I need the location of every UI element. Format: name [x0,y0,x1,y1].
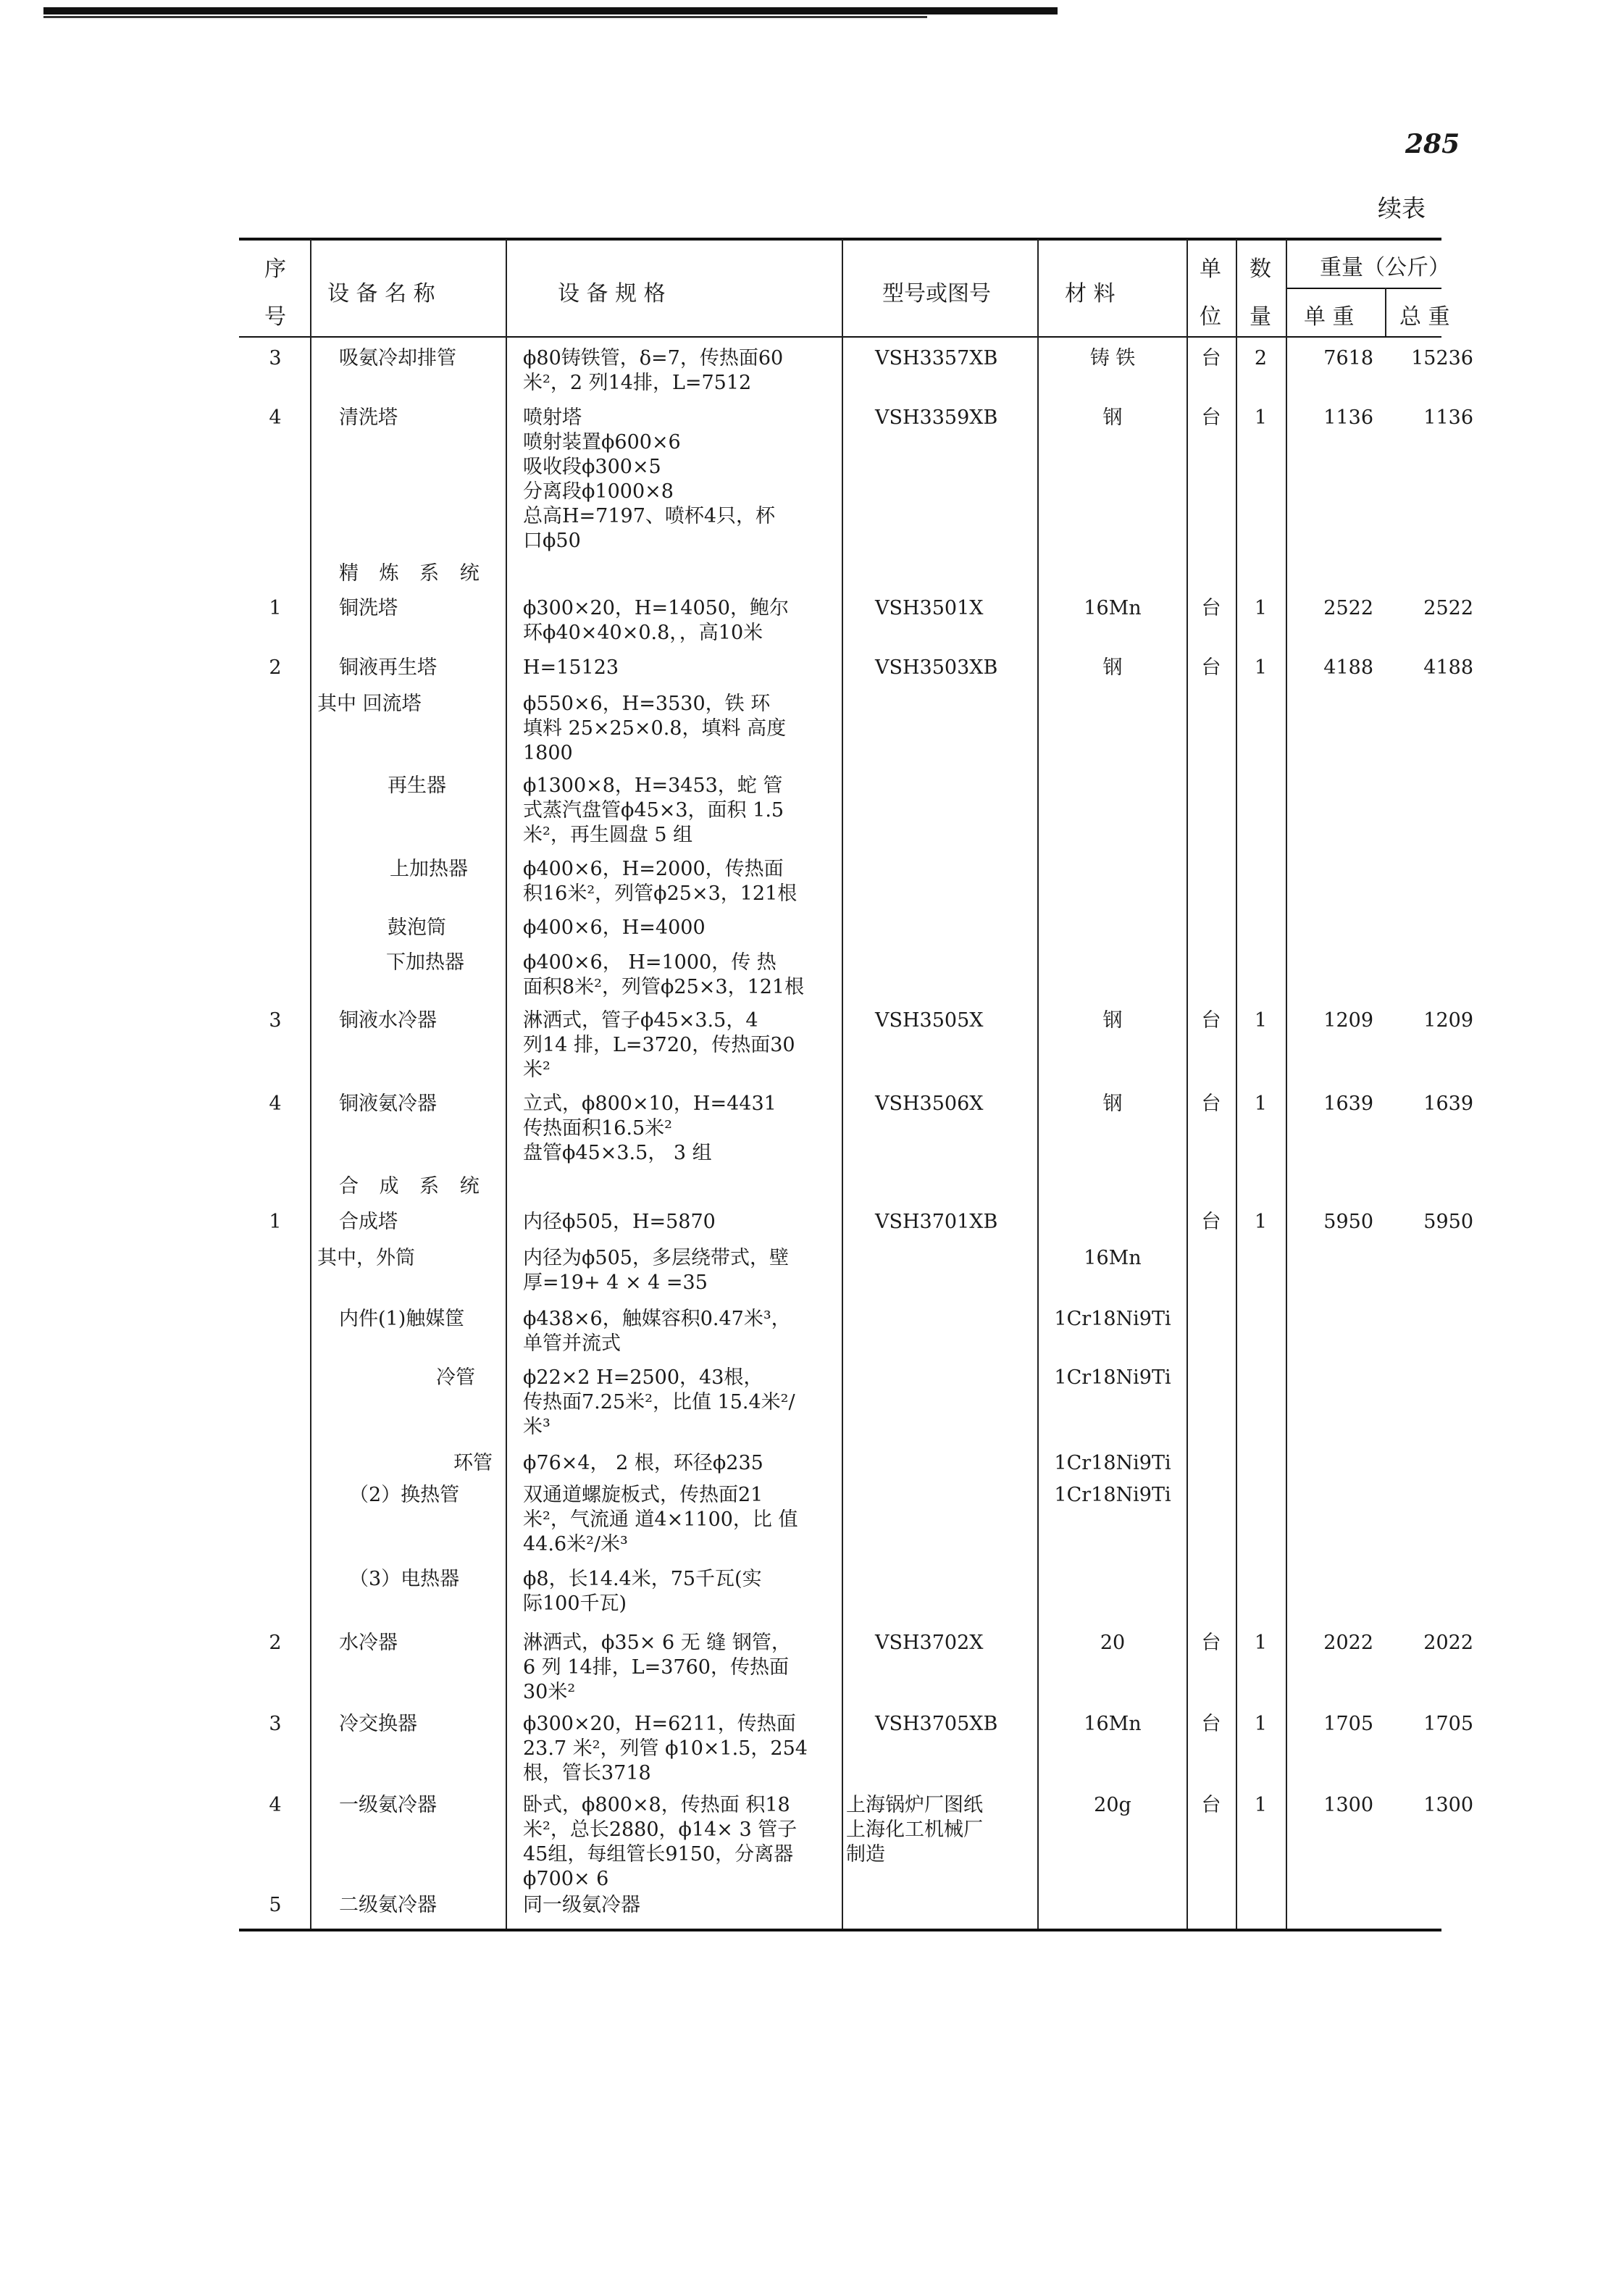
material: 16Mn [1084,1713,1142,1735]
spec-line: 米²，再生圆盘 5 组 [523,824,693,846]
spec-line: 双通道螺旋板式，传热面21 [523,1484,763,1506]
unit-weight: 2022 [1323,1632,1373,1654]
quantity: 1 [1254,1632,1268,1654]
total-weight: 4188 [1423,656,1473,679]
equipment-name: 铜液水冷器 [339,1009,437,1032]
spec-line: 1800 [523,742,573,764]
spec-line: 列14 排，L=3720，传热面30 [523,1034,795,1056]
header-unit-bottom: 位 [1200,304,1221,330]
material: 20 [1100,1632,1126,1654]
spec-line: 根，管长3718 [523,1762,651,1784]
equipment-name: 冷交换器 [339,1713,417,1735]
model-number: VSH3506X [875,1093,984,1115]
spec-line: 传热面7.25米²，比值 15.4米²/ [523,1391,795,1413]
equipment-name: （3）电热器 [349,1568,460,1590]
material: 1Cr18Ni9Ti [1054,1452,1171,1474]
model-number: VSH3359XB [875,406,998,429]
header-bottom-rule [239,336,1441,338]
equipment-name: （2）换热管 [349,1484,460,1506]
table-bottom-rule [239,1929,1441,1931]
row-seq: 3 [269,1009,282,1032]
spec-line: ϕ700× 6 [523,1868,609,1890]
spec-line: ϕ300×20，H=14050，鲍尔 [523,597,789,619]
unit-weight: 1136 [1323,406,1373,429]
total-weight: 2022 [1423,1632,1473,1654]
spec-line: 分离段ϕ1000×8 [523,480,674,503]
material: 钢 [1102,1009,1123,1032]
header-qty-top: 数 [1250,256,1271,282]
spec-line: ϕ438×6，触媒容积0.47米³， [523,1308,791,1330]
spec-line: 30米² [523,1681,576,1703]
spec-line: 式蒸汽盘管ϕ45×3，面积 1.5 [523,799,784,822]
model-number: 上海锅炉厂图纸 [846,1794,983,1816]
spec-line: 内径ϕ505，H=5870 [523,1211,716,1233]
model-number: VSH3501X [875,597,984,619]
page-number: 285 [1405,129,1460,159]
spec-line: 23.7 米²，列管 ϕ10×1.5，254 [523,1737,808,1760]
header-seq-top: 序 [264,256,286,282]
equipment-name: 其中 回流塔 [317,693,422,715]
spec-line: 米² [523,1058,551,1081]
unit-weight: 1705 [1323,1713,1373,1735]
spec-line: ϕ300×20，H=6211，传热面 [523,1713,796,1735]
equipment-name: 铜液再生塔 [339,656,437,679]
row-seq: 1 [269,597,282,619]
equipment-name: 鼓泡筒 [388,916,446,939]
model-number: VSH3701XB [875,1211,998,1233]
model-number: VSH3702X [875,1632,984,1654]
spec-line: 传热面积16.5米² [523,1117,672,1140]
spec-line: ϕ22×2 H=2500，43根， [523,1366,763,1389]
unit-weight: 1300 [1323,1794,1373,1816]
unit: 台 [1201,1093,1221,1115]
row-seq: 3 [269,1713,282,1735]
spec-line: 际100千瓦) [523,1592,627,1615]
unit: 台 [1201,1794,1221,1816]
unit: 台 [1201,1211,1221,1233]
total-weight: 5950 [1423,1211,1473,1233]
unit-weight: 4188 [1323,656,1373,679]
spec-line: 口ϕ50 [523,530,581,552]
quantity: 1 [1254,656,1268,679]
spec-line: ϕ400×6，H=2000，传热面 [523,858,784,880]
spec-line: 淋洒式，ϕ35× 6 无 缝 钢管， [523,1632,791,1654]
spec-line: H=15123 [523,656,619,679]
spec-line: ϕ76×4， 2 根，环径ϕ235 [523,1452,763,1474]
scan-edge-bar [43,7,1058,14]
unit-weight: 1639 [1323,1093,1373,1115]
spec-line: 内径为ϕ505，多层绕带式，壁 [523,1247,789,1269]
header-unit-weight: 单 重 [1304,304,1355,330]
spec-line: ϕ8，长14.4米，75千瓦(实 [523,1568,762,1590]
material: 20g [1094,1794,1131,1816]
header-unit-top: 单 [1200,256,1221,282]
equipment-name: 再生器 [388,774,446,797]
quantity: 1 [1254,1211,1268,1233]
material: 16Mn [1084,597,1142,619]
header-spec: 设 备 规 格 [558,281,666,306]
header-model: 型号或图号 [882,281,991,306]
total-weight: 2522 [1423,597,1473,619]
equipment-name: 环管 [453,1452,493,1474]
spec-line: ϕ400×6，H=4000 [523,916,706,939]
spec-line: ϕ1300×8，H=3453，蛇 管 [523,774,783,797]
spec-line: 卧式，ϕ800×8，传热面 积18 [523,1794,790,1816]
spec-line: 填料 25×25×0.8，填料 高度 [523,717,787,740]
equipment-name: 水冷器 [339,1632,398,1654]
spec-line: 喷射装置ϕ600×6 [523,431,681,454]
row-seq: 4 [269,1794,282,1816]
spec-line: ϕ80铸铁管，δ=7，传热面60 [523,347,784,369]
quantity: 1 [1254,1713,1268,1735]
col-divider [506,239,507,1929]
spec-line: ϕ550×6，H=3530，铁 环 [523,693,771,715]
spec-line: 面积8米²，列管ϕ25×3，121根 [523,976,805,998]
row-seq: 3 [269,347,282,369]
equipment-name: 上加热器 [390,858,468,880]
header-name: 设 备 名 称 [327,281,435,306]
unit-weight: 5950 [1323,1211,1373,1233]
spec-line: 环ϕ40×40×0.8，，高10米 [523,622,763,644]
row-seq: 1 [269,1211,282,1233]
spec-line: 米²，2 列14排，L=7512 [523,372,752,394]
unit-weight: 7618 [1323,347,1373,369]
unit: 台 [1201,1632,1221,1654]
quantity: 1 [1254,1794,1268,1816]
material: 1Cr18Ni9Ti [1054,1484,1171,1506]
spec-line: 立式，ϕ800×10，H=4431 [523,1093,777,1115]
quantity: 1 [1254,1009,1268,1032]
table-caption: 续表 [1378,194,1426,222]
equipment-name: 下加热器 [386,951,464,974]
quantity: 1 [1254,406,1268,429]
col-divider [1037,239,1039,1929]
section-title: 合 成 系 统 [339,1175,487,1198]
spec-line: ϕ400×6， H=1000，传 热 [523,951,777,974]
unit-weight: 1209 [1323,1009,1373,1032]
equipment-name: 一级氨冷器 [339,1794,437,1816]
total-weight: 1209 [1423,1009,1473,1032]
material: 铸 铁 [1089,347,1136,369]
spec-line: 盘管ϕ45×3.5， 3 组 [523,1142,712,1164]
equipment-name: 二级氨冷器 [339,1894,437,1916]
material: 1Cr18Ni9Ti [1054,1366,1171,1389]
row-seq: 2 [269,1632,282,1654]
header-total-weight: 总 重 [1399,304,1450,330]
row-seq: 4 [269,406,282,429]
spec-line: 厚=19+ 4 × 4 =35 [523,1271,708,1294]
material: 钢 [1102,1093,1123,1115]
col-divider [842,239,843,1929]
model-number: VSH3503XB [875,656,998,679]
equipment-name: 冷管 [436,1366,475,1389]
unit: 台 [1201,1713,1221,1735]
total-weight: 1705 [1423,1713,1473,1735]
col-divider [1385,288,1386,336]
equipment-name: 铜洗塔 [339,597,398,619]
material: 钢 [1102,656,1123,679]
header-material: 材 料 [1065,281,1116,306]
header-mid-rule [1286,288,1441,289]
model-number: VSH3705XB [875,1713,998,1735]
equipment-name: 合成塔 [339,1211,398,1233]
spec-line: 米³ [523,1416,551,1438]
header-seq-bottom: 号 [264,304,286,330]
spec-line: 米²，气流通 道4×1100，比 值 [523,1508,798,1531]
total-weight: 1300 [1423,1794,1473,1816]
spec-line: 喷射塔 [523,406,582,429]
section-title: 精 炼 系 统 [339,562,487,585]
spec-line: 吸收段ϕ300×5 [523,456,661,478]
total-weight: 15236 [1411,347,1473,369]
model-number: VSH3505X [875,1009,984,1032]
spec-line: 米²，总长2880，ϕ14× 3 管子 [523,1818,798,1841]
col-divider [1186,239,1188,1929]
equipment-name: 清洗塔 [339,406,398,429]
model-number: 上海化工机械厂 [846,1818,983,1841]
spec-line: 6 列 14排，L=3760，传热面 [523,1656,789,1679]
col-divider [1236,239,1237,1929]
row-seq: 4 [269,1093,282,1115]
unit-weight: 2522 [1323,597,1373,619]
spec-line: 同一级氨冷器 [523,1894,640,1916]
total-weight: 1639 [1423,1093,1473,1115]
header-weight: 重量（公斤） [1320,255,1450,280]
equipment-name: 吸氨冷却排管 [339,347,456,369]
model-number: 制造 [846,1843,885,1866]
unit: 台 [1201,597,1221,619]
material: 1Cr18Ni9Ti [1054,1308,1171,1330]
col-divider [1286,239,1287,1929]
spec-line: 总高H=7197、喷杯4只，杯 [523,505,776,527]
model-number: VSH3357XB [875,347,998,369]
row-seq: 5 [269,1894,282,1916]
quantity: 2 [1254,347,1268,369]
quantity: 1 [1254,1093,1268,1115]
spec-line: 积16米²，列管ϕ25×3，121根 [523,882,798,905]
equipment-name: 其中，外筒 [317,1247,415,1269]
spec-line: 45组，每组管长9150，分离器 [523,1843,794,1866]
spec-line: 淋洒式，管子ϕ45×3.5，4 [523,1009,758,1032]
equipment-name: 内件(1)触媒筐 [339,1308,465,1330]
unit: 台 [1201,406,1221,429]
unit: 台 [1201,347,1221,369]
row-seq: 2 [269,656,282,679]
col-divider [310,239,311,1929]
unit: 台 [1201,1009,1221,1032]
spec-line: 44.6米²/米³ [523,1533,628,1555]
quantity: 1 [1254,597,1268,619]
header-qty-bottom: 量 [1250,304,1271,330]
total-weight: 1136 [1423,406,1473,429]
material: 钢 [1102,406,1123,429]
table-top-rule [239,238,1441,241]
spec-line: 单管并流式 [523,1332,621,1355]
material: 16Mn [1084,1247,1142,1269]
unit: 台 [1201,656,1221,679]
equipment-name: 铜液氨冷器 [339,1093,437,1115]
scan-edge-bar-thin [43,16,927,18]
